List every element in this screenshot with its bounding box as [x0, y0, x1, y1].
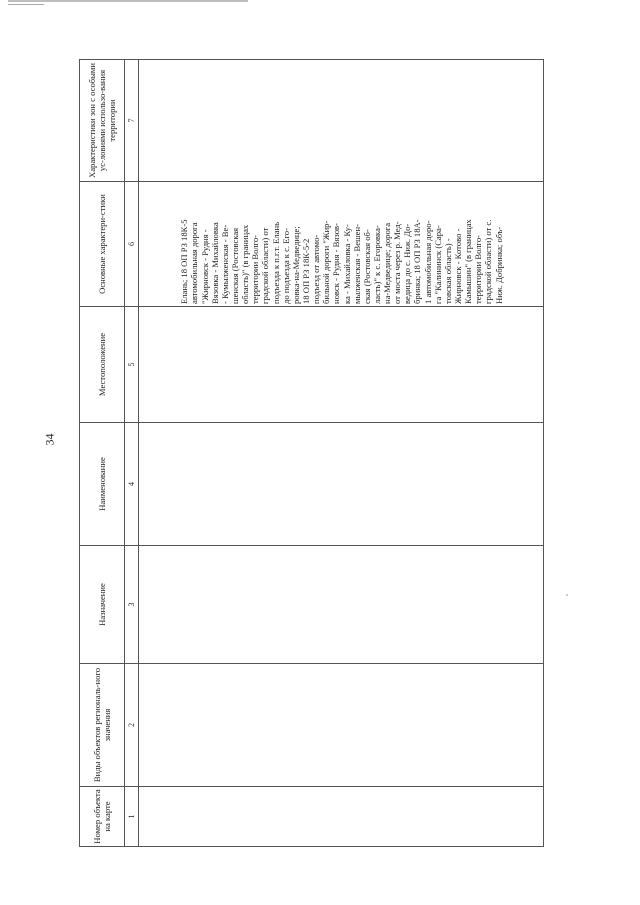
characteristics-line: - Кумылженская - Ве- — [219, 224, 230, 304]
characteristics-line: на-Медведице; дорога — [382, 222, 393, 304]
header-purpose: Назначение — [80, 546, 125, 664]
characteristics-line: до подъезда к с. Его- — [280, 228, 291, 304]
column-number: 6 — [125, 182, 139, 307]
cell-special-zones — [139, 60, 544, 182]
characteristics-line: бринка; 18 ОП РЗ 18А- — [412, 219, 423, 304]
characteristics-line: градской области) от с. — [483, 219, 494, 304]
cell-main-characteristics — [139, 182, 544, 307]
characteristics-line: "Жирновск - Рудня - — [199, 229, 210, 304]
characteristics-line: Елань; 18 ОП РЗ 18К-5 — [179, 219, 190, 304]
characteristics-line: ская (Ростовская об- — [361, 229, 372, 304]
characteristics-line: 1 автомобильная доро- — [422, 220, 433, 304]
characteristics-line: градской области) от — [260, 227, 271, 304]
header-name: Наименование — [80, 423, 125, 546]
header-special-zones: Характеристики зон с особыми ус-ловиями использо-вания территории — [80, 60, 125, 182]
characteristics-line: автомобильная дорога — [189, 222, 200, 304]
rotated-page-content — [79, 60, 504, 847]
cell-object-number — [139, 787, 544, 847]
header-location: Местоположение — [80, 307, 125, 423]
characteristics-line: га "Калининск (Сара- — [432, 225, 443, 304]
regional-objects-table — [79, 59, 544, 847]
characteristics-line: Жирновск - Котово - — [453, 228, 464, 304]
characteristics-line: территории Волго- — [250, 234, 261, 304]
column-number: 2 — [125, 664, 139, 787]
characteristics-line: ведица до с. Ниж. До- — [402, 223, 413, 304]
header-object-types: Виды объектов региональ-ного значения — [80, 664, 125, 787]
cell-name — [139, 423, 544, 546]
characteristics-line: территории Волго- — [473, 234, 484, 304]
characteristics-line: область)" (в границах — [240, 224, 251, 304]
table-header-row — [80, 60, 125, 847]
table-row — [139, 60, 544, 847]
column-number: 3 — [125, 546, 139, 664]
characteristics-line: бильной дороги "Жир- — [321, 220, 332, 304]
cell-object-type — [139, 664, 544, 787]
column-number: 5 — [125, 307, 139, 423]
characteristics-line: товская область) - — [442, 238, 453, 304]
scan-artifact-mark — [8, 0, 248, 2]
characteristics-line: Ниж. Добринка; объ- — [493, 226, 504, 304]
cell-purpose — [139, 546, 544, 664]
scan-artifact-mark — [8, 4, 44, 5]
characteristics-line: ласть)" к с. Егоровка- — [371, 225, 382, 304]
column-number: 4 — [125, 423, 139, 546]
header-main-characteristics: Основные характери-стики — [80, 182, 125, 307]
characteristics-line: шенская (Ростовская — [229, 227, 240, 304]
characteristics-line: от моста через р. Мед- — [392, 221, 403, 304]
scan-artifact-dot — [566, 594, 568, 596]
characteristics-line: ка - Михайловка - Ку- — [341, 224, 352, 304]
characteristics-line: подъезда к п.г.т. Елань — [270, 221, 281, 304]
cell-location — [139, 307, 544, 423]
characteristics-line: новск - Рудня - Вязов- — [331, 223, 342, 304]
characteristics-line: ровка-на-Медведице; — [290, 226, 301, 304]
characteristics-line: мылженская - Вешен- — [351, 224, 362, 304]
column-number: 1 — [125, 787, 139, 847]
header-object-number: Номер объекта на карте — [80, 787, 125, 847]
characteristics-line: подъезд от автомо- — [311, 234, 322, 304]
column-number: 7 — [125, 60, 139, 182]
characteristics-line: 18 ОП РЗ 18К-5-2 — [300, 238, 311, 304]
column-number-row — [125, 60, 139, 847]
page-number: 34 — [42, 433, 57, 446]
characteristics-line: Вязовка - Михайловка — [209, 222, 220, 304]
characteristics-line: Камышин" (в границах — [463, 219, 474, 304]
